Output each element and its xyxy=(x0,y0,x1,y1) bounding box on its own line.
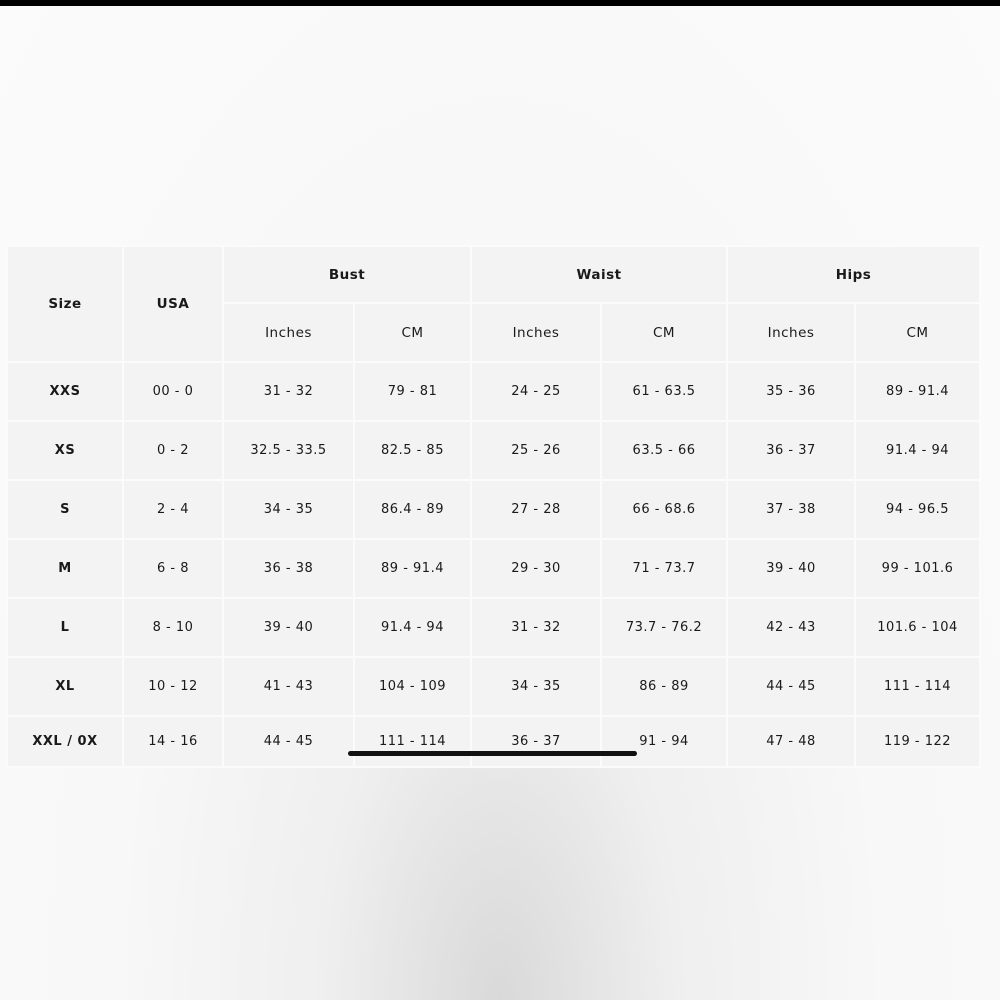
table-row xyxy=(7,539,980,598)
measurement-cell: 91.4 - 94 xyxy=(354,598,471,657)
measurement-cell: 79 - 81 xyxy=(354,362,471,421)
usa-cell: 0 - 2 xyxy=(123,421,223,480)
measurement-cell: 101.6 - 104 xyxy=(855,598,980,657)
usa-cell: 14 - 16 xyxy=(123,716,223,767)
usa-cell: 10 - 12 xyxy=(123,657,223,716)
top-status-bar xyxy=(0,0,1000,6)
measurement-cell: 36 - 37 xyxy=(727,421,855,480)
table-row xyxy=(7,480,980,539)
header-unit: CM xyxy=(354,303,471,362)
measurement-cell: 94 - 96.5 xyxy=(855,480,980,539)
header-unit: Inches xyxy=(223,303,354,362)
measurement-cell: 29 - 30 xyxy=(471,539,601,598)
measurement-cell: 82.5 - 85 xyxy=(354,421,471,480)
table-row xyxy=(7,362,980,421)
measurement-cell: 104 - 109 xyxy=(354,657,471,716)
measurement-cell: 99 - 101.6 xyxy=(855,539,980,598)
size-cell: L xyxy=(7,598,123,657)
measurement-cell: 91.4 - 94 xyxy=(855,421,980,480)
measurement-cell: 44 - 45 xyxy=(223,716,354,767)
size-cell: M xyxy=(7,539,123,598)
header-unit: CM xyxy=(855,303,980,362)
table-row xyxy=(7,657,980,716)
measurement-cell: 71 - 73.7 xyxy=(601,539,727,598)
measurement-cell: 86.4 - 89 xyxy=(354,480,471,539)
home-indicator-bar[interactable] xyxy=(348,751,637,756)
measurement-cell: 44 - 45 xyxy=(727,657,855,716)
measurement-cell: 61 - 63.5 xyxy=(601,362,727,421)
table-row xyxy=(7,598,980,657)
table-row xyxy=(7,421,980,480)
measurement-cell: 89 - 91.4 xyxy=(354,539,471,598)
measurement-cell: 42 - 43 xyxy=(727,598,855,657)
header-unit: CM xyxy=(601,303,727,362)
header-waist: Waist xyxy=(471,246,727,303)
measurement-cell: 91 - 94 xyxy=(601,716,727,767)
measurement-cell: 24 - 25 xyxy=(471,362,601,421)
measurement-cell: 25 - 26 xyxy=(471,421,601,480)
size-chart-body xyxy=(7,362,980,767)
header-size: Size xyxy=(7,246,123,362)
measurement-cell: 34 - 35 xyxy=(223,480,354,539)
header-unit: Inches xyxy=(471,303,601,362)
size-cell: XXS xyxy=(7,362,123,421)
usa-cell: 2 - 4 xyxy=(123,480,223,539)
measurement-cell: 89 - 91.4 xyxy=(855,362,980,421)
measurement-cell: 66 - 68.6 xyxy=(601,480,727,539)
measurement-cell: 111 - 114 xyxy=(855,657,980,716)
size-cell: S xyxy=(7,480,123,539)
measurement-cell: 41 - 43 xyxy=(223,657,354,716)
measurement-cell: 111 - 114 xyxy=(354,716,471,767)
size-cell: XXL / 0X xyxy=(7,716,123,767)
measurement-cell: 86 - 89 xyxy=(601,657,727,716)
header-bust: Bust xyxy=(223,246,471,303)
size-cell: XS xyxy=(7,421,123,480)
measurement-cell: 73.7 - 76.2 xyxy=(601,598,727,657)
usa-cell: 6 - 8 xyxy=(123,539,223,598)
measurement-cell: 47 - 48 xyxy=(727,716,855,767)
measurement-cell: 34 - 35 xyxy=(471,657,601,716)
header-row-groups xyxy=(7,246,980,303)
header-usa: USA xyxy=(123,246,223,362)
usa-cell: 8 - 10 xyxy=(123,598,223,657)
measurement-cell: 31 - 32 xyxy=(471,598,601,657)
size-cell: XL xyxy=(7,657,123,716)
measurement-cell: 63.5 - 66 xyxy=(601,421,727,480)
measurement-cell: 39 - 40 xyxy=(223,598,354,657)
measurement-cell: 36 - 37 xyxy=(471,716,601,767)
size-chart-table xyxy=(6,245,981,768)
measurement-cell: 37 - 38 xyxy=(727,480,855,539)
measurement-cell: 32.5 - 33.5 xyxy=(223,421,354,480)
measurement-cell: 39 - 40 xyxy=(727,539,855,598)
table-row xyxy=(7,716,980,767)
header-hips: Hips xyxy=(727,246,980,303)
measurement-cell: 36 - 38 xyxy=(223,539,354,598)
usa-cell: 00 - 0 xyxy=(123,362,223,421)
measurement-cell: 119 - 122 xyxy=(855,716,980,767)
header-unit: Inches xyxy=(727,303,855,362)
measurement-cell: 35 - 36 xyxy=(727,362,855,421)
measurement-cell: 31 - 32 xyxy=(223,362,354,421)
measurement-cell: 27 - 28 xyxy=(471,480,601,539)
